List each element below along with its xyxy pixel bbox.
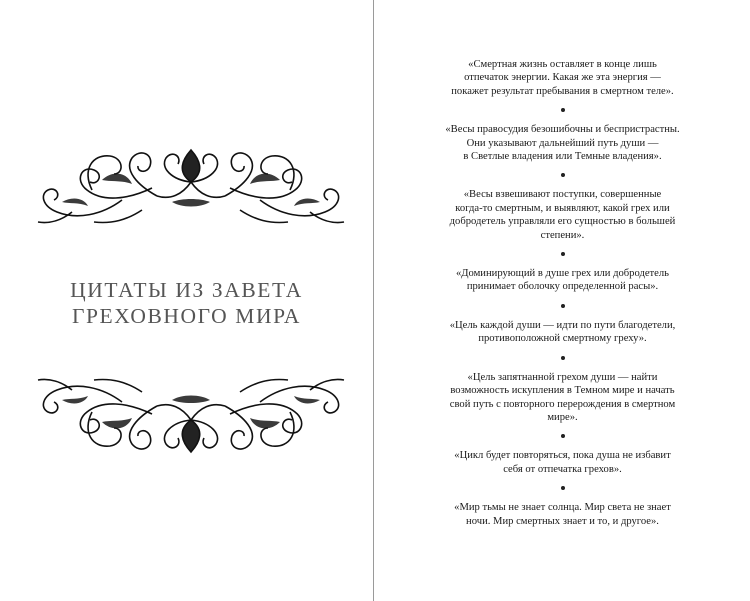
quote-4 (415, 267, 710, 294)
title-line-2: ГРЕХОВНОГО МИРА (71, 304, 302, 328)
bullet-dot-icon (561, 173, 565, 177)
quote-line: отпечаток энергии. Какая же эта энергия — (464, 72, 661, 84)
baroque-scroll-ornament-icon (32, 140, 350, 230)
quote-1 (415, 58, 710, 98)
quote-line: «Мир тьмы не знает солнца. Мир света не знает (454, 502, 671, 514)
quote-line: противоположной смертному греху». (478, 333, 647, 345)
quote-line: «Весы взвешивают поступки, совершенные (463, 189, 662, 201)
quote-line: Они указывают дальнейший путь души — (466, 137, 659, 149)
bullet-dot-icon (561, 304, 565, 308)
bullet-dot-icon (561, 434, 565, 438)
book-spine (373, 0, 374, 601)
bullet-dot-icon (561, 486, 565, 490)
quote-line: добродетель управляли его сущностью в большей (449, 216, 676, 228)
quote-line: «Весы правосудия безошибочны и беспристрастны. (445, 124, 680, 136)
quotes-list (415, 58, 710, 528)
quote-line: ночи. Мир смертных знает и то, и другое». (466, 515, 659, 527)
quote-line: «Цель запятнанной грехом души — найти (467, 371, 658, 383)
quote-line: «Смертная жизнь оставляет в конце лишь (468, 59, 657, 70)
quote-5 (415, 319, 710, 346)
quote-6 (415, 371, 710, 425)
quote-line: мире». (547, 411, 578, 423)
quote-line: свой путь с повторного перерождения в смертном (449, 398, 676, 410)
title-line-1: ЦИТАТЫ ИЗ ЗАВЕТА (70, 278, 303, 302)
quote-line: когда-то смертным, и выявляют, какой грех или (455, 202, 670, 214)
quote-7 (415, 449, 710, 476)
quote-line: степени». (540, 229, 585, 241)
quote-8 (415, 501, 710, 528)
bullet-dot-icon (561, 356, 565, 360)
quote-line: принимает оболочку определенной расы». (466, 281, 659, 293)
bullet-dot-icon (561, 252, 565, 256)
quote-line: возможность искупления в Темном мире и начать (450, 385, 675, 397)
quote-line: в Светлые владения или Темные владения». (463, 151, 662, 163)
quote-line: покажет результат пребывания в смертном теле». (451, 85, 674, 97)
quote-line: «Цикл будет повторяться, пока душа не избавит (454, 450, 671, 462)
left-page (0, 0, 373, 601)
chapter-title (0, 277, 373, 329)
bullet-dot-icon (561, 108, 565, 112)
baroque-scroll-ornament-icon (32, 372, 350, 462)
quote-2 (415, 123, 710, 163)
quote-3 (415, 188, 710, 242)
quote-line: себя от отпечатка грехов». (503, 463, 622, 475)
quote-line: «Цель каждой души — идти по пути благодетели, (449, 319, 676, 331)
quote-line: «Доминирующий в душе грех или добродетель (455, 268, 670, 280)
